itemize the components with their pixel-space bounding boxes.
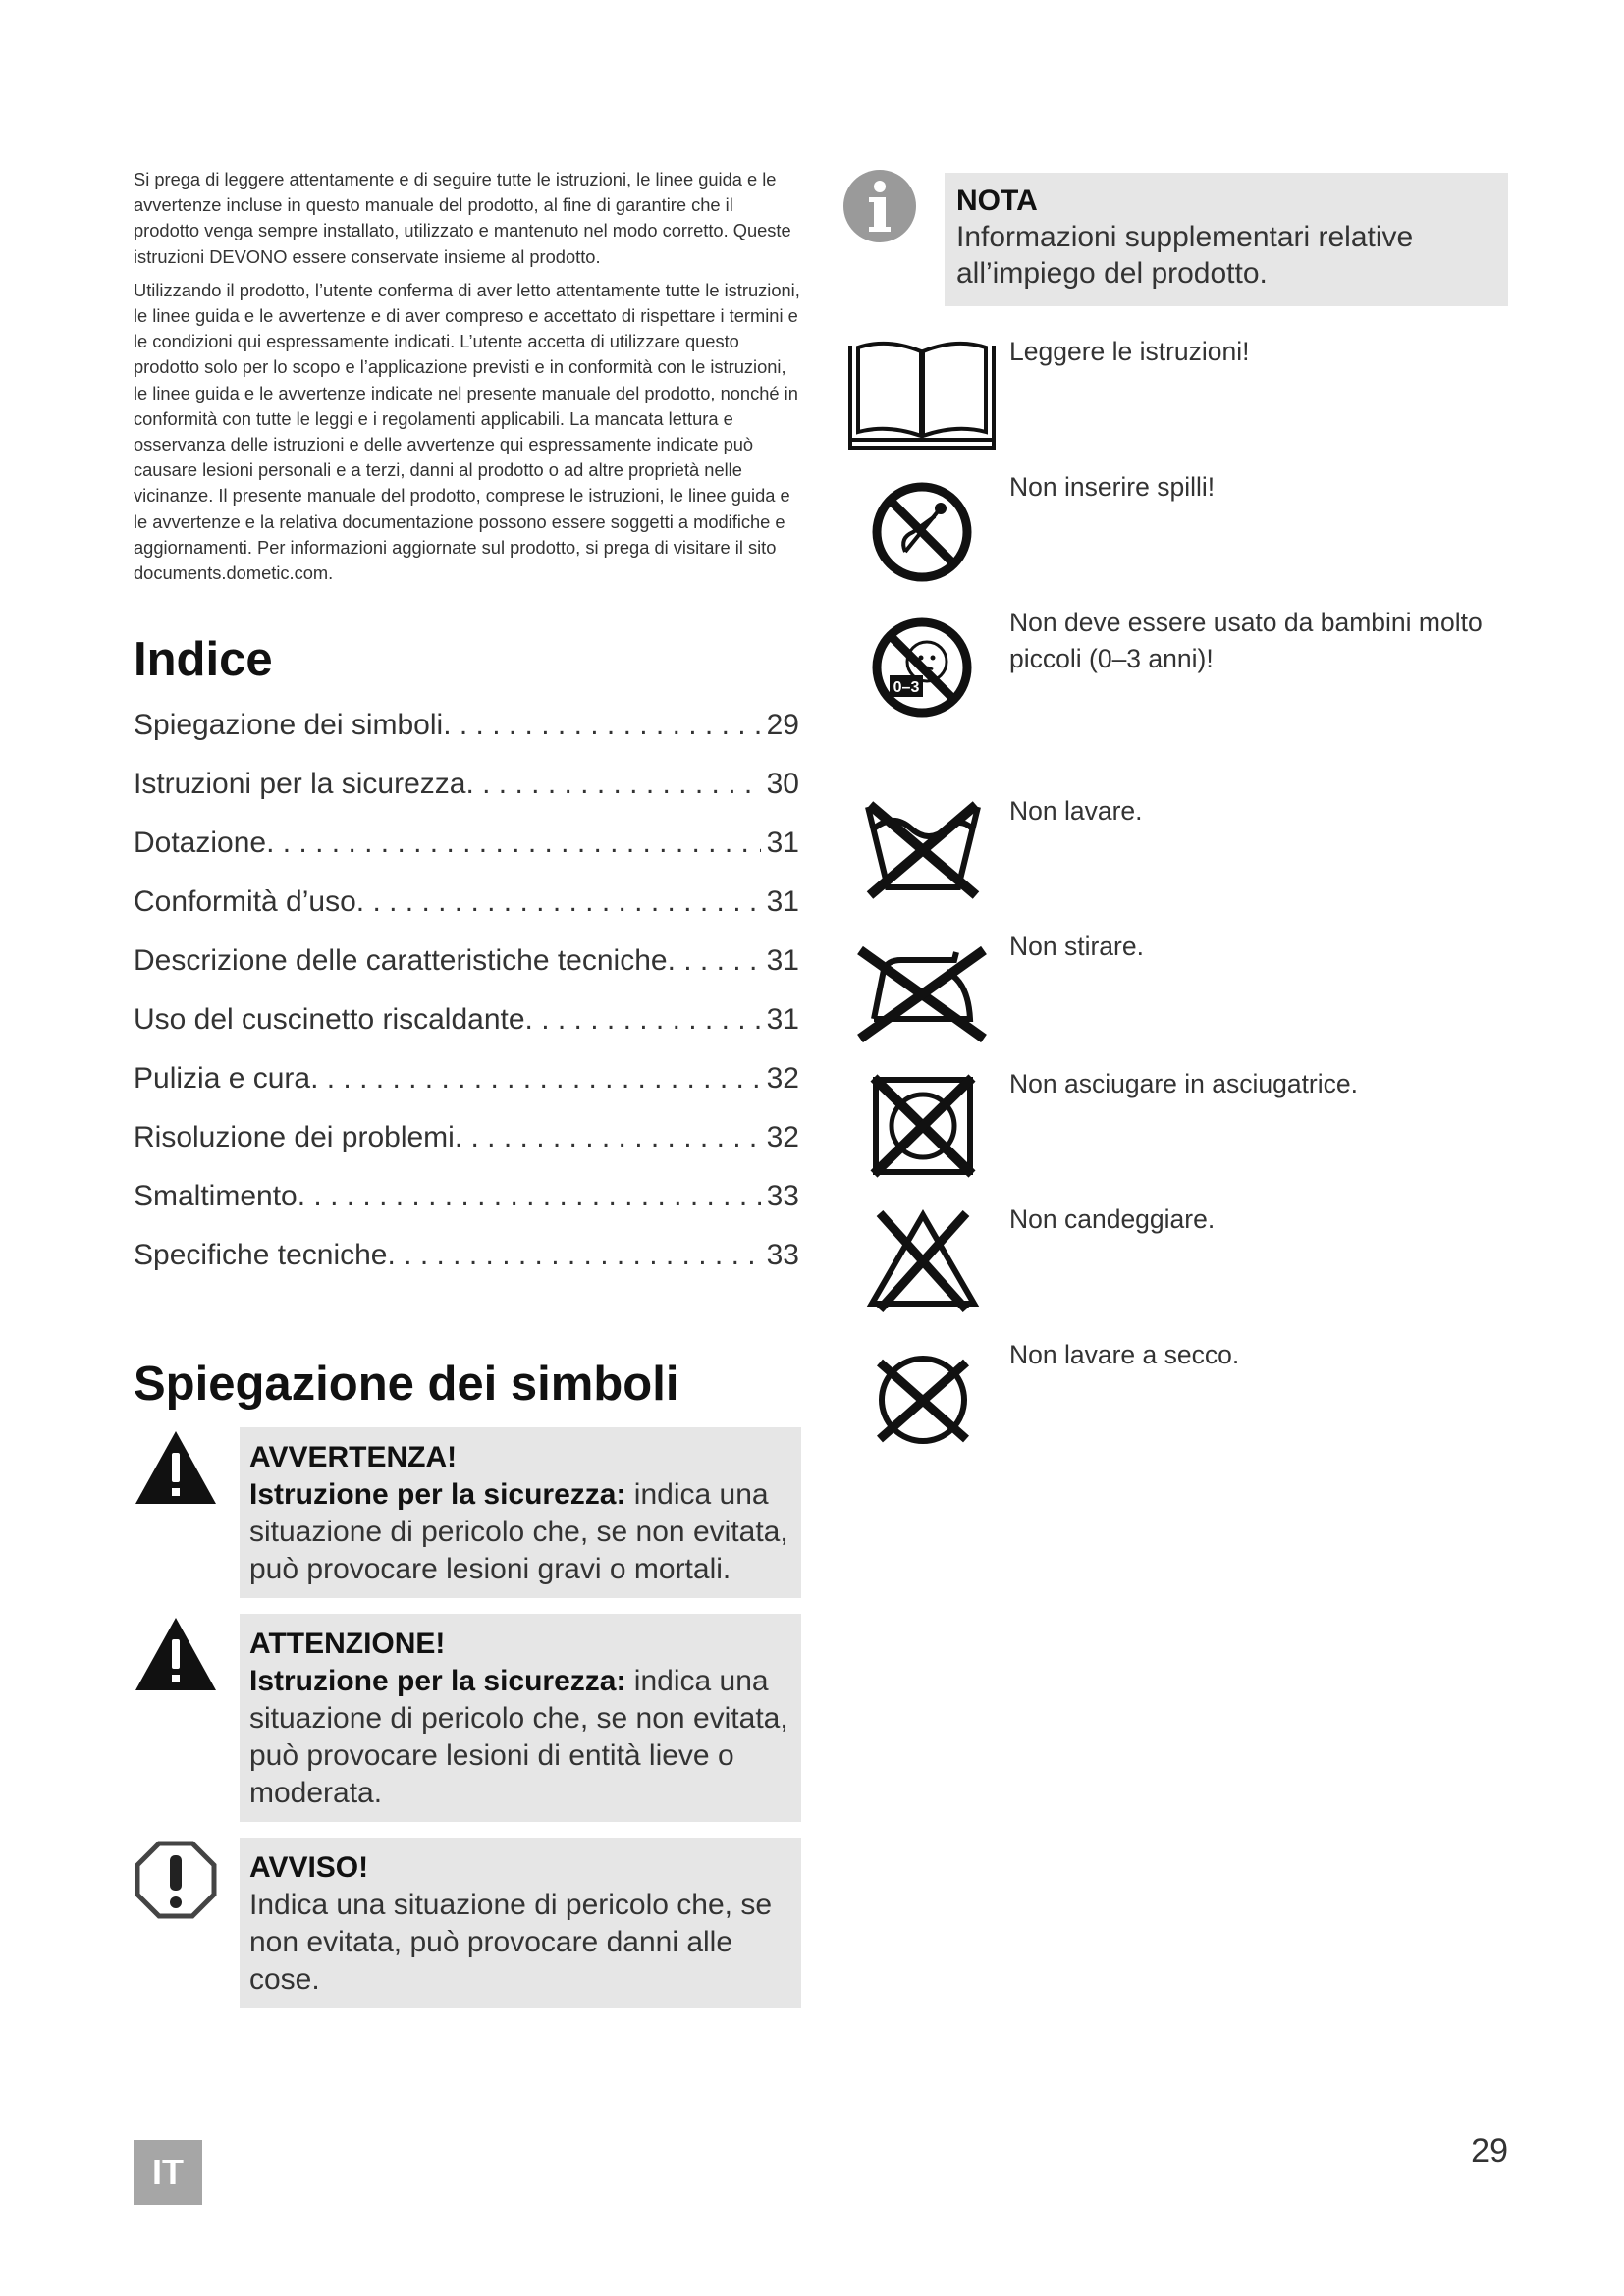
toc-item-page: 33 xyxy=(766,1239,799,1271)
language-tab: IT xyxy=(134,2140,202,2205)
care-label: Non inserire spilli! xyxy=(1009,472,1216,502)
toc-item[interactable] xyxy=(134,1239,799,1298)
info-icon xyxy=(842,169,917,243)
toc-item[interactable] xyxy=(134,768,799,827)
index-heading: Indice xyxy=(134,633,273,686)
warning-label: Istruzione per la sicurezza: xyxy=(249,1478,626,1511)
toc-item-title: Dotazione xyxy=(134,827,267,859)
intro-text xyxy=(134,167,801,594)
care-label: Non lavare a secco. xyxy=(1009,1340,1240,1369)
toc-item[interactable] xyxy=(134,709,799,768)
toc-item-title: Smaltimento xyxy=(134,1180,298,1212)
toc-leader xyxy=(356,885,761,919)
caution-box xyxy=(240,1614,801,1822)
toc-item[interactable] xyxy=(134,1121,799,1180)
toc-item-title: Descrizione delle caratteristiche tecniche xyxy=(134,944,668,977)
toc-leader xyxy=(455,1121,761,1154)
toc-item-page: 31 xyxy=(766,827,799,859)
toc-leader xyxy=(298,1180,761,1213)
intro-paragraph-2: Utilizzando il prodotto, l’utente conferma di aver letto attentamente tutte le istruzioni, le linee guida e le avvertenze e di aver compreso e accettato di rispettare i termini e le condizioni qui espressamente indicati. L’utente accetta di utilizzare questo prodotto solo per lo scopo e l’applicazione previsti e in conformità con le istruzioni, le linee guida e le avvertenze indicate nel presente manuale del prodotto, nonché in conformità con tutte le leggi e i regolamenti applicabili. La mancata lettura e osservanza delle istruzioni e delle avvertenze qui espressamente indicate può causare lesioni personali e a terzi, danni al prodotto o ad altre proprietà nelle vicinanze. Il presente manuale del prodotto, comprese le istruzioni, le linee guida e le avvertenze e la relativa documentazione possono essere soggetti a modifiche e aggiornamenti. Per informazioni aggiornate sul prodotto, si prega di visitare il sito documents.dometic.com. xyxy=(134,279,800,584)
toc-leader xyxy=(443,709,760,742)
toc-item[interactable] xyxy=(134,1180,799,1239)
warning-text: indica una situazione di pericolo che, se non evitata, può provocare lesioni gravi o mortali. xyxy=(249,1478,788,1585)
toc-item-title: Uso del cuscinetto riscaldante xyxy=(134,1003,525,1036)
table-of-contents xyxy=(134,709,799,1298)
toc-leader xyxy=(388,1239,761,1272)
toc-item[interactable] xyxy=(134,1062,799,1121)
toc-item-title: Istruzioni per la sicurezza xyxy=(134,768,466,800)
toc-item-page: 31 xyxy=(766,885,799,918)
warning-title: AVVERTENZA! xyxy=(249,1441,458,1473)
warning-triangle-icon xyxy=(134,1427,218,1512)
caution-triangle-icon xyxy=(134,1614,218,1698)
caution-label: Istruzione per la sicurezza: xyxy=(249,1665,626,1697)
caution-title: ATTENZIONE! xyxy=(249,1628,446,1660)
notice-title: AVVISO! xyxy=(249,1851,369,1884)
nota-title: NOTA xyxy=(956,185,1038,217)
toc-item-title: Conformità d’uso xyxy=(134,885,356,918)
toc-leader xyxy=(266,827,761,860)
notice-octagon-icon xyxy=(134,1838,218,1922)
caution-text: indica una situazione di pericolo che, se non evitata, può provocare lesioni di entità lieve o moderata. xyxy=(249,1665,788,1809)
no-pins-icon xyxy=(844,469,1000,587)
nota-text: Informazioni supplementari relative all’impiego del prodotto. xyxy=(956,221,1414,290)
warning-box xyxy=(240,1427,801,1598)
notice-text: Indica una situazione di pericolo che, se non evitata, può provocare danni alle cose. xyxy=(249,1889,773,1996)
toc-item-page: 31 xyxy=(766,1003,799,1036)
toc-item-page: 32 xyxy=(766,1121,799,1153)
do-not-tumble-dry-icon xyxy=(844,1066,1000,1184)
care-label: Non lavare. xyxy=(1009,796,1143,826)
care-label: Leggere le istruzioni! xyxy=(1009,337,1250,366)
no-infants-icon xyxy=(844,605,1000,722)
care-label: Non stirare. xyxy=(1009,932,1144,961)
do-not-iron-icon xyxy=(844,929,1000,1046)
toc-leader xyxy=(668,944,761,978)
toc-item-title: Spiegazione dei simboli xyxy=(134,709,444,741)
toc-item-page: 33 xyxy=(766,1180,799,1212)
toc-item-page: 32 xyxy=(766,1062,799,1095)
toc-item[interactable] xyxy=(134,1003,799,1062)
care-label: Non candeggiare. xyxy=(1009,1204,1216,1234)
toc-item[interactable] xyxy=(134,944,799,1003)
age-range-label: 0–3 xyxy=(893,679,920,696)
care-label: Non deve essere usato da bambini molto piccoli (0–3 anni)! xyxy=(1009,608,1483,673)
toc-leader xyxy=(465,768,760,801)
notice-box xyxy=(240,1838,801,2008)
toc-item-page: 31 xyxy=(766,944,799,977)
do-not-bleach-icon xyxy=(844,1201,1000,1319)
toc-leader xyxy=(525,1003,761,1037)
do-not-dry-clean-icon xyxy=(844,1337,1000,1455)
page-number: 29 xyxy=(1471,2132,1508,2169)
nota-box xyxy=(945,173,1508,306)
toc-item-page: 30 xyxy=(766,768,799,800)
toc-item-title: Pulizia e cura xyxy=(134,1062,311,1095)
symbols-heading: Spiegazione dei simboli xyxy=(134,1358,679,1411)
care-label: Non asciugare in asciugatrice. xyxy=(1009,1069,1358,1098)
toc-item[interactable] xyxy=(134,827,799,885)
toc-item-title: Risoluzione dei problemi xyxy=(134,1121,455,1153)
do-not-wash-icon xyxy=(844,793,1000,911)
toc-item[interactable] xyxy=(134,885,799,944)
toc-leader xyxy=(310,1062,761,1095)
toc-item-title: Specifiche tecniche xyxy=(134,1239,388,1271)
intro-paragraph-1: Si prega di leggere attentamente e di seguire tutte le istruzioni, le linee guida e le avvertenze incluse in questo manuale del prodotto, al fine di garantire che il prodotto venga sempre installato, utilizzato e mantenuto nel modo corretto. Queste istruzioni DEVONO essere conservate insieme al prodotto. xyxy=(134,169,791,267)
read-manual-icon xyxy=(844,334,1000,452)
toc-item-page: 29 xyxy=(766,709,799,741)
